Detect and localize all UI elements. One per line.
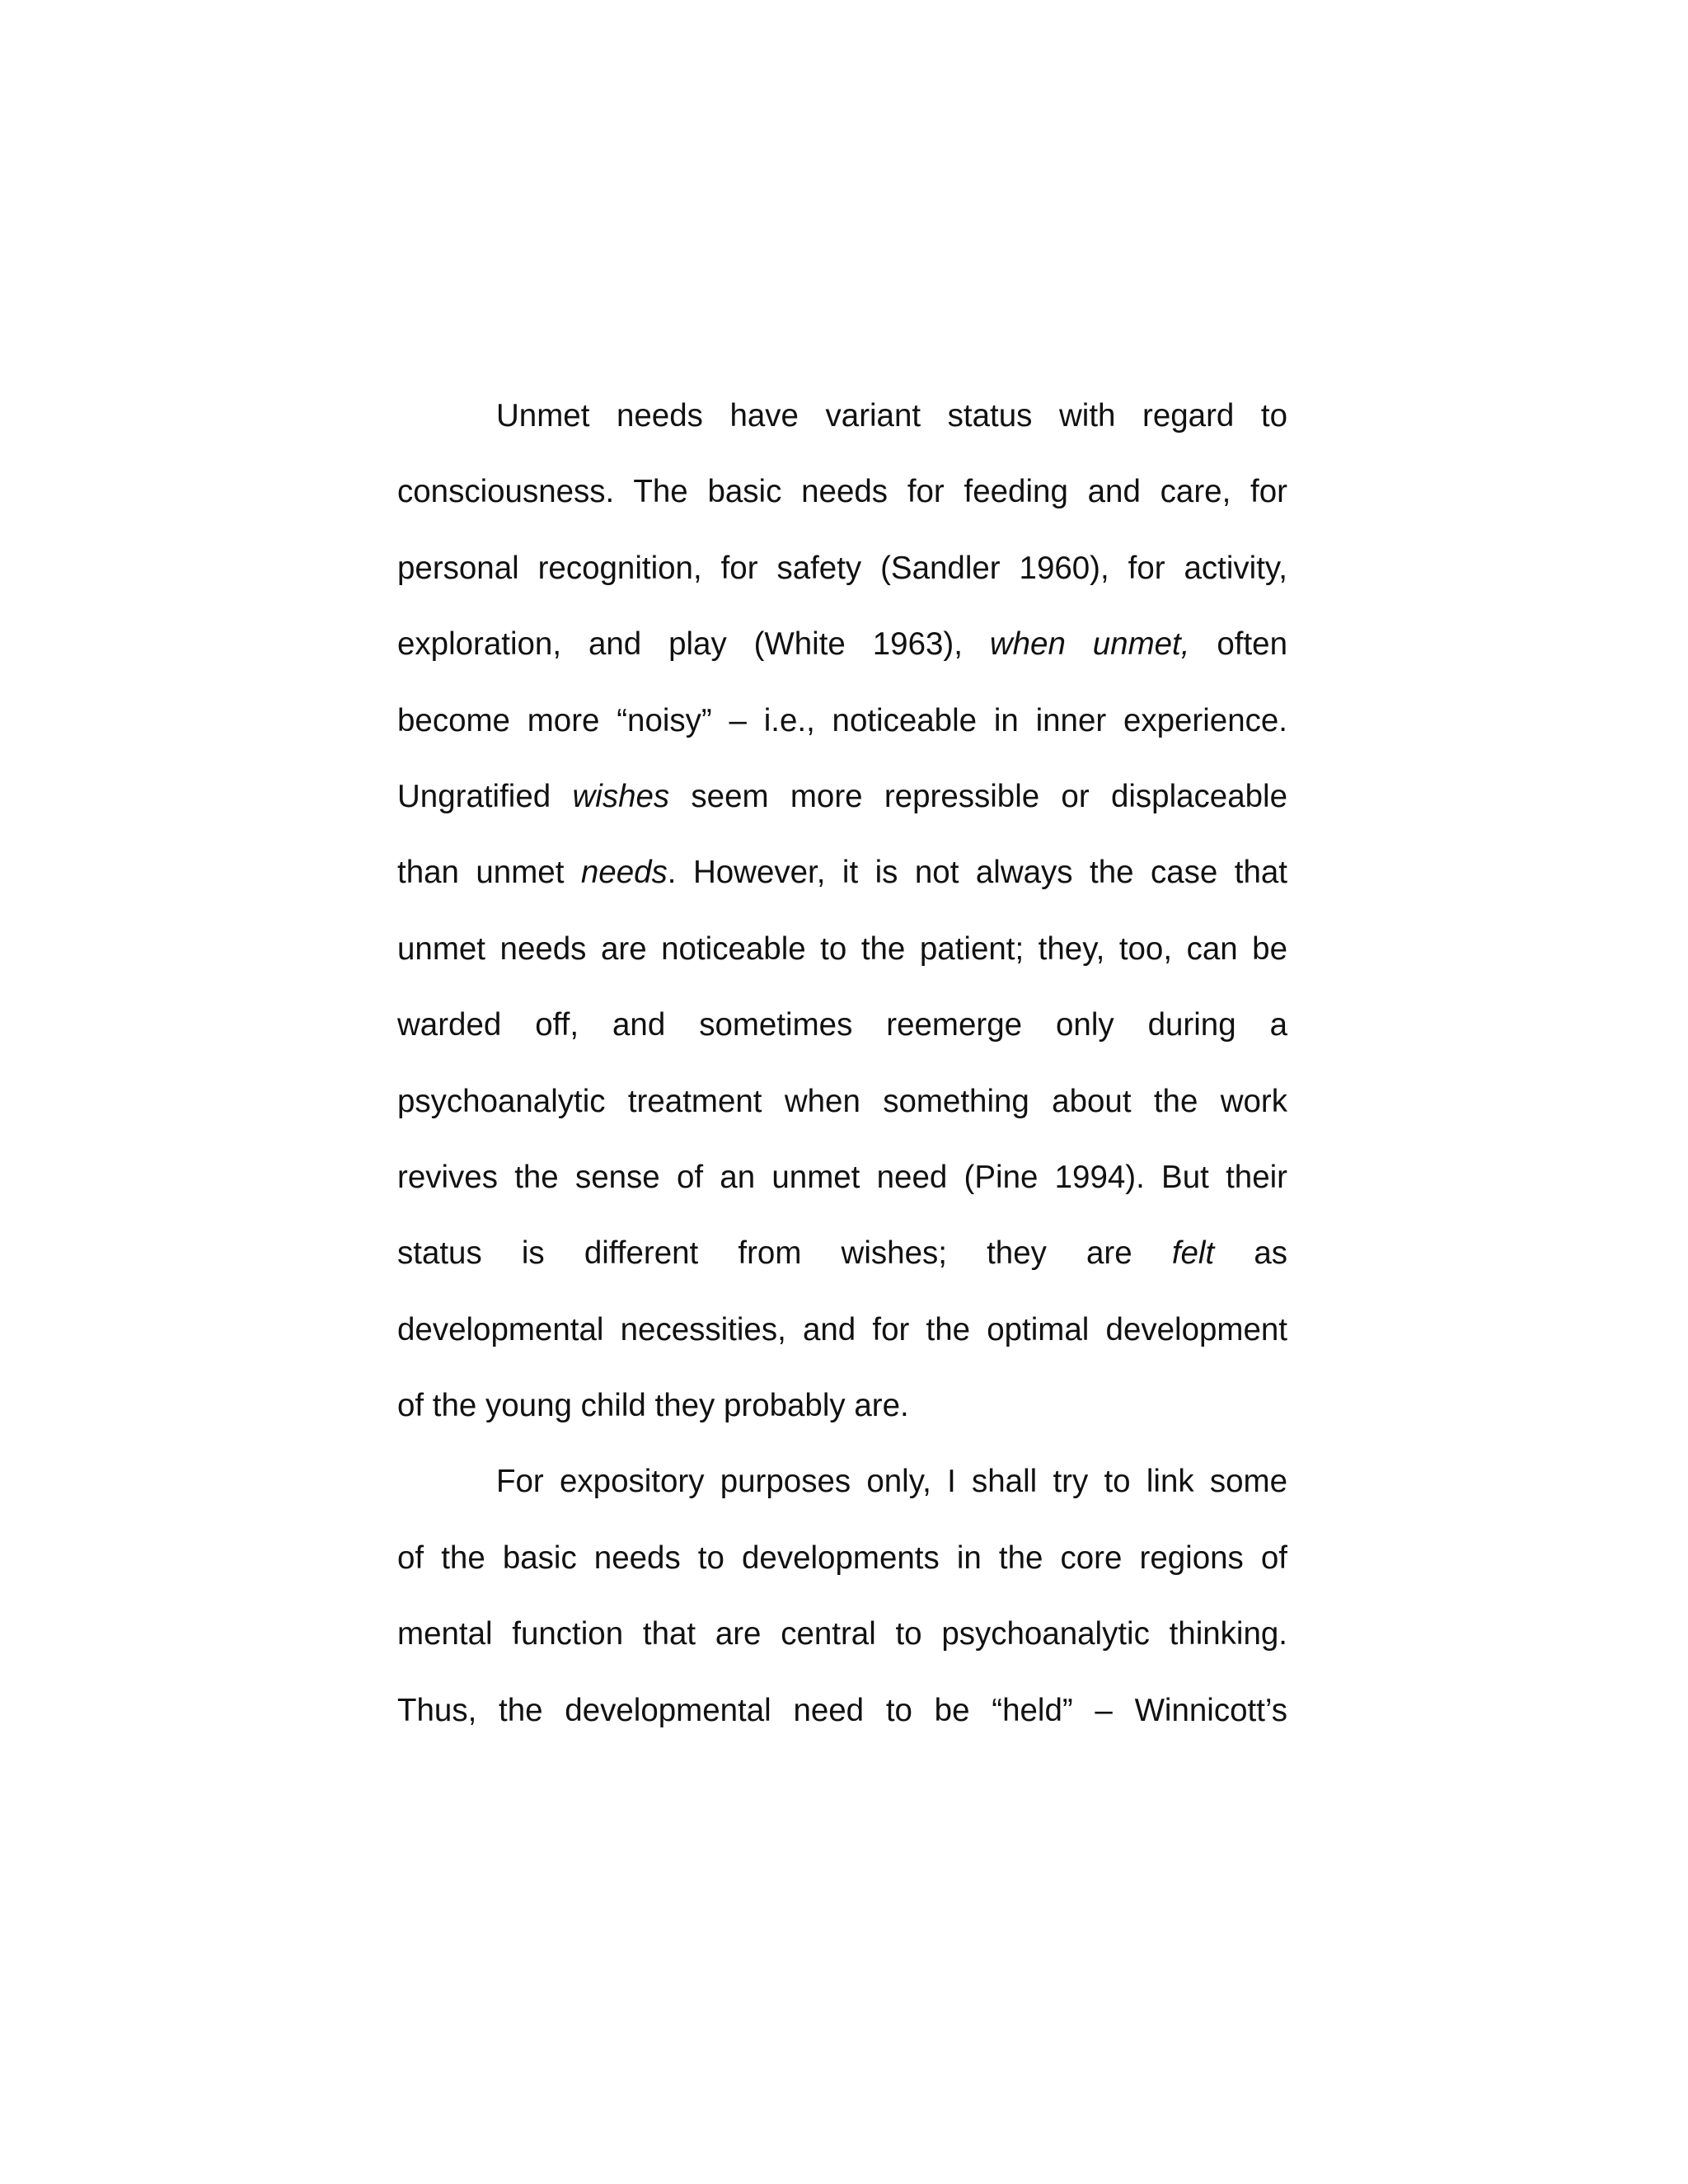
text-line bbox=[397, 1453, 1287, 1529]
text-segment: consciousness. The basic needs for feeding and care, for bbox=[397, 474, 1287, 510]
body-text bbox=[397, 387, 1287, 1758]
text-segment: status is different from wishes; they are bbox=[397, 1235, 1172, 1272]
text-segment: personal recognition, for safety (Sandler 1960), for activity, bbox=[397, 550, 1287, 586]
text-segment: mental function that are central to psychoanalytic thinking. bbox=[397, 1616, 1287, 1652]
text-line bbox=[397, 1530, 1287, 1605]
text-line bbox=[397, 1682, 1287, 1758]
text-line bbox=[397, 1073, 1287, 1149]
text-line bbox=[397, 540, 1287, 616]
text-line bbox=[397, 1301, 1287, 1377]
text-segment: Ungratified bbox=[397, 778, 573, 814]
text-segment: Unmet needs have variant status with regard to bbox=[496, 398, 1287, 434]
text-segment: For expository purposes only, I shall try to link some bbox=[496, 1464, 1287, 1500]
text-line bbox=[397, 1225, 1287, 1301]
text-line bbox=[397, 692, 1287, 768]
text-segment: seem more repressible or displaceable bbox=[669, 778, 1287, 814]
text-line bbox=[397, 996, 1287, 1072]
text-line bbox=[397, 616, 1287, 691]
text-segment: of the young child they probably are. bbox=[397, 1388, 909, 1424]
text-segment: become more “noisy” – i.e., noticeable in inner experience. bbox=[397, 702, 1287, 738]
text-segment: . However, it is not always the case that bbox=[667, 855, 1288, 891]
text-segment: of the basic needs to developments in the core regions of bbox=[397, 1540, 1287, 1576]
text-segment: than unmet bbox=[397, 855, 581, 891]
text-line bbox=[397, 1377, 1287, 1453]
italic-text: needs bbox=[580, 855, 668, 891]
text-line bbox=[397, 844, 1287, 920]
text-segment: often bbox=[1189, 626, 1287, 663]
text-segment: revives the sense of an unmet need (Pine 1994). But their bbox=[397, 1159, 1287, 1195]
text-segment: as bbox=[1214, 1235, 1288, 1272]
text-line bbox=[397, 1149, 1287, 1225]
text-segment: warded off, and sometimes reemerge only during a bbox=[397, 1007, 1287, 1043]
italic-text: felt bbox=[1171, 1235, 1215, 1272]
text-segment: unmet needs are noticeable to the patient; they, too, can be bbox=[397, 930, 1287, 967]
text-line bbox=[397, 463, 1287, 539]
text-line bbox=[397, 921, 1287, 996]
text-line bbox=[397, 1605, 1287, 1681]
text-segment: developmental necessities, and for the optimal development bbox=[397, 1311, 1287, 1347]
text-segment: exploration, and play (White 1963), bbox=[397, 626, 990, 663]
text-line bbox=[397, 768, 1287, 844]
text-segment: psychoanalytic treatment when something about the work bbox=[397, 1083, 1287, 1119]
text-segment: Thus, the developmental need to be “held” – Winnicott’s bbox=[397, 1692, 1287, 1728]
italic-text: when unmet, bbox=[989, 626, 1190, 663]
italic-text: wishes bbox=[572, 778, 670, 814]
text-line bbox=[397, 387, 1287, 463]
